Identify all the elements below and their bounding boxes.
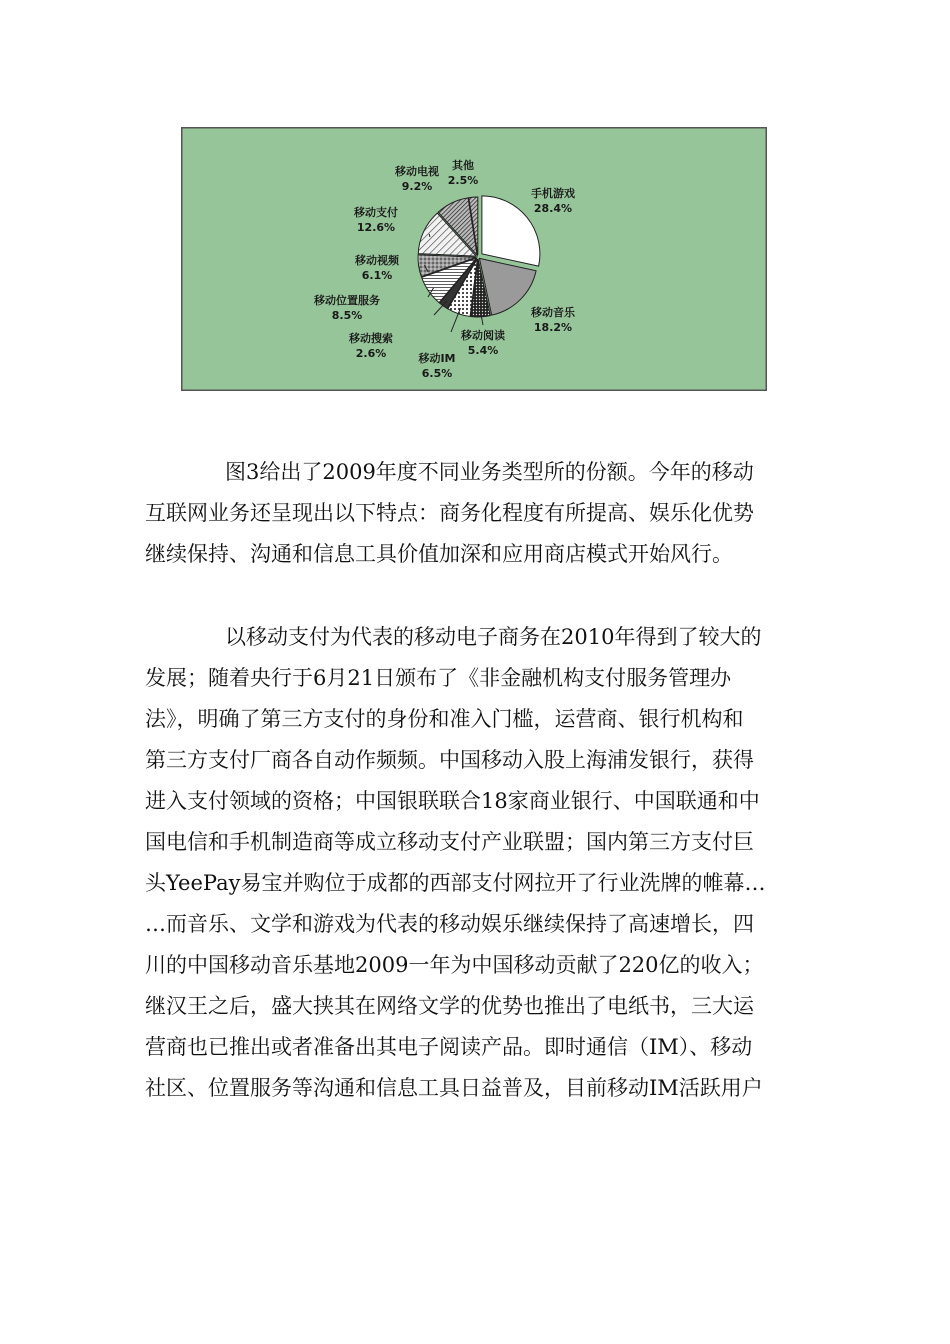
slice-label: 移动音乐 bbox=[531, 306, 575, 319]
paragraph-line: …而音乐、文学和游戏为代表的移动娱乐继续保持了高速增长，四 bbox=[145, 912, 754, 936]
paragraph-line: 营商也已推出或者准备出其电子阅读产品。即时通信（IM）、移动 bbox=[145, 1035, 753, 1059]
paragraph-line: 川的中国移动音乐基地2009一年为中国移动贡献了220亿的收入； bbox=[145, 953, 764, 977]
slice-value: 28.4% bbox=[533, 202, 573, 215]
slice-value: 12.6% bbox=[356, 221, 396, 234]
paragraph-line: 进入支付领域的资格；中国银联联合18家商业银行、中国联通和中 bbox=[145, 789, 760, 813]
slice-label: 移动视频 bbox=[355, 254, 399, 267]
slice-value: 6.1% bbox=[361, 269, 393, 282]
paragraph-1 bbox=[145, 452, 805, 575]
slice-label: 手机游戏 bbox=[531, 187, 575, 200]
slice-value: 8.5% bbox=[331, 309, 363, 322]
slice-label: 移动阅读 bbox=[461, 329, 505, 342]
slice-value: 2.6% bbox=[355, 347, 387, 360]
slice-label: 其他 bbox=[452, 159, 474, 172]
paragraph-line: 互联网业务还呈现出以下特点：商务化程度有所提高、娱乐化优势 bbox=[145, 501, 754, 525]
paragraph-line: 继续保持、沟通和信息工具价值加深和应用商店模式开始风行。 bbox=[145, 542, 733, 566]
slice-value: 18.2% bbox=[533, 321, 573, 334]
paragraph-line: 继汉王之后，盛大挟其在网络文学的优势也推出了电纸书，三大运 bbox=[145, 994, 754, 1018]
slice-label: 移动搜索 bbox=[349, 332, 393, 345]
paragraph-line: 法》，明确了第三方支付的身份和准入门槛，运营商、银行机构和 bbox=[145, 707, 744, 731]
slice-value: 9.2% bbox=[401, 180, 433, 193]
pie-chart bbox=[181, 127, 767, 391]
paragraph-line: 图3给出了2009年度不同业务类型所的份额。今年的移动 bbox=[225, 460, 754, 484]
slice-value: 5.4% bbox=[467, 344, 499, 357]
slice-value: 2.5% bbox=[447, 174, 479, 187]
slice-label: 移动电视 bbox=[395, 165, 439, 178]
paragraph-line: 国电信和手机制造商等成立移动支付产业联盟；国内第三方支付巨 bbox=[145, 830, 754, 854]
slice-label: 移动IM bbox=[418, 352, 456, 365]
paragraph-line: 社区、位置服务等沟通和信息工具日益普及，目前移动IM活跃用户 bbox=[145, 1076, 763, 1100]
paragraph-line: 头YeePay易宝并购位于成都的西部支付网拉开了行业洗牌的帷幕… bbox=[145, 871, 766, 895]
paragraph-line: 第三方支付厂商各自动作频频。中国移动入股上海浦发银行，获得 bbox=[145, 748, 754, 772]
slice-label: 移动支付 bbox=[354, 206, 398, 219]
pie-chart-figure bbox=[181, 127, 767, 391]
paragraph-line: 发展；随着央行于6月21日颁布了《非金融机构支付服务管理办 bbox=[145, 666, 732, 690]
slice-value: 6.5% bbox=[421, 367, 453, 380]
slice-label: 移动位置服务 bbox=[314, 294, 380, 307]
paragraph-line: 以移动支付为代表的移动电子商务在2010年得到了较大的 bbox=[225, 625, 762, 649]
paragraph-2 bbox=[145, 617, 805, 1109]
